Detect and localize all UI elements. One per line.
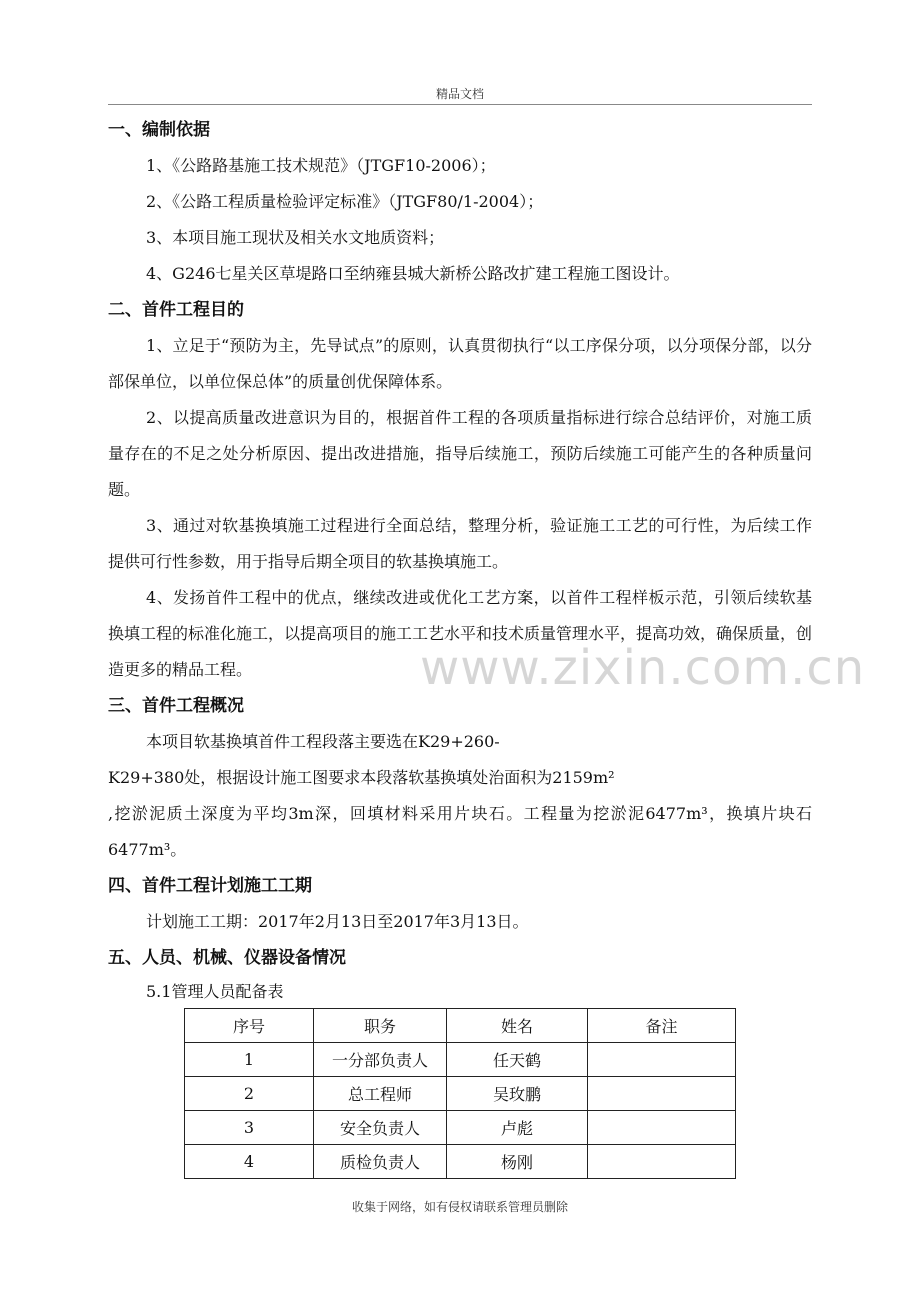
section-title-5: 五、人员、机械、仪器设备情况 (108, 948, 346, 968)
page-header: 精品文档 (108, 84, 812, 105)
page-footer: 收集于网络，如有侵权请联系管理员删除 (351, 1200, 568, 1214)
table-row (185, 1043, 736, 1077)
table-cell: 总工程师 (314, 1077, 447, 1111)
table-cell: 一分部负责人 (314, 1043, 447, 1077)
table-cell: 任天鹤 (447, 1043, 588, 1077)
paragraph: 2、《公路工程质量检验评定标准》（JTGF80/1-2004）； (146, 192, 544, 211)
table-cell: 1 (185, 1043, 314, 1077)
paragraph: 计划施工工期：2017年2月13日至2017年3月13日。 (146, 912, 529, 931)
table-cell: 质检负责人 (314, 1145, 447, 1179)
column-header: 姓名 (447, 1009, 588, 1043)
watermark: www.zixin.com.cn (420, 640, 866, 696)
table-row (185, 1111, 736, 1145)
section-title-2: 二、首件工程目的 (108, 300, 244, 320)
table-cell (588, 1077, 736, 1111)
column-header: 备注 (588, 1009, 736, 1043)
column-header: 职务 (314, 1009, 447, 1043)
table-cell (588, 1145, 736, 1179)
table-cell: 2 (185, 1077, 314, 1111)
table-cell: 安全负责人 (314, 1111, 447, 1145)
table-cell (588, 1111, 736, 1145)
staff-table (184, 1008, 736, 1179)
table-cell: 3 (185, 1111, 314, 1145)
paragraph: 1、立足于“预防为主，先导试点”的原则，认真贯彻执行“以工序保分项，以分项保分部，以分部保单位，以单位保总体”的质量创优保障体系。 (108, 336, 812, 391)
section-title-3: 三、首件工程概况 (108, 696, 244, 716)
paragraph: 4、发扬首件工程中的优点，继续改进或优化工艺方案，以首件工程样板示范，引领后续软基换填工程的标准化施工，以提高项目的施工工艺水平和技术质量管理水平，提高功效，确保质量，创造更多的精品工程。 (108, 588, 813, 679)
table-header-row (185, 1009, 736, 1043)
table-cell: 杨刚 (447, 1145, 588, 1179)
section-title-1: 一、编制依据 (108, 120, 210, 140)
table-row (185, 1145, 736, 1179)
paragraph: 4、G246七星关区草堤路口至纳雍县城大新桥公路改扩建工程施工图设计。 (146, 264, 680, 283)
paragraph: ,挖淤泥质土深度为平均3m深，回填材料采用片块石。工程量为挖淤泥6477m³，换填片块石6477m³。 (108, 804, 812, 859)
document-body (108, 112, 812, 1179)
paragraph: 本项目软基换填首件工程段落主要选在K29+260- (146, 732, 500, 751)
table-cell (588, 1043, 736, 1077)
paragraph: 3、通过对软基换填施工过程进行全面总结，整理分析，验证施工工艺的可行性，为后续工作提供可行性参数，用于指导后期全项目的软基换填施工。 (108, 516, 812, 571)
table-cell: 卢彪 (447, 1111, 588, 1145)
column-header: 序号 (185, 1009, 314, 1043)
paragraph: 3、本项目施工现状及相关水文地质资料； (146, 228, 445, 247)
section-title-4: 四、首件工程计划施工工期 (108, 876, 312, 896)
table-cell: 4 (185, 1145, 314, 1179)
table-row (185, 1077, 736, 1111)
paragraph: 1、《公路路基施工技术规范》（JTGF10-2006）； (146, 156, 496, 175)
paragraph: 2、以提高质量改进意识为目的，根据首件工程的各项质量指标进行综合总结评价，对施工质量存在的不足之处分析原因、提出改进措施，指导后续施工，预防后续施工可能产生的各种质量问题。 (108, 408, 812, 499)
table-caption: 5.1管理人员配备表 (146, 982, 284, 1001)
table-cell: 吴玫鹏 (447, 1077, 588, 1111)
paragraph: K29+380处，根据设计施工图要求本段落软基换填处治面积为2159m² (108, 768, 615, 787)
